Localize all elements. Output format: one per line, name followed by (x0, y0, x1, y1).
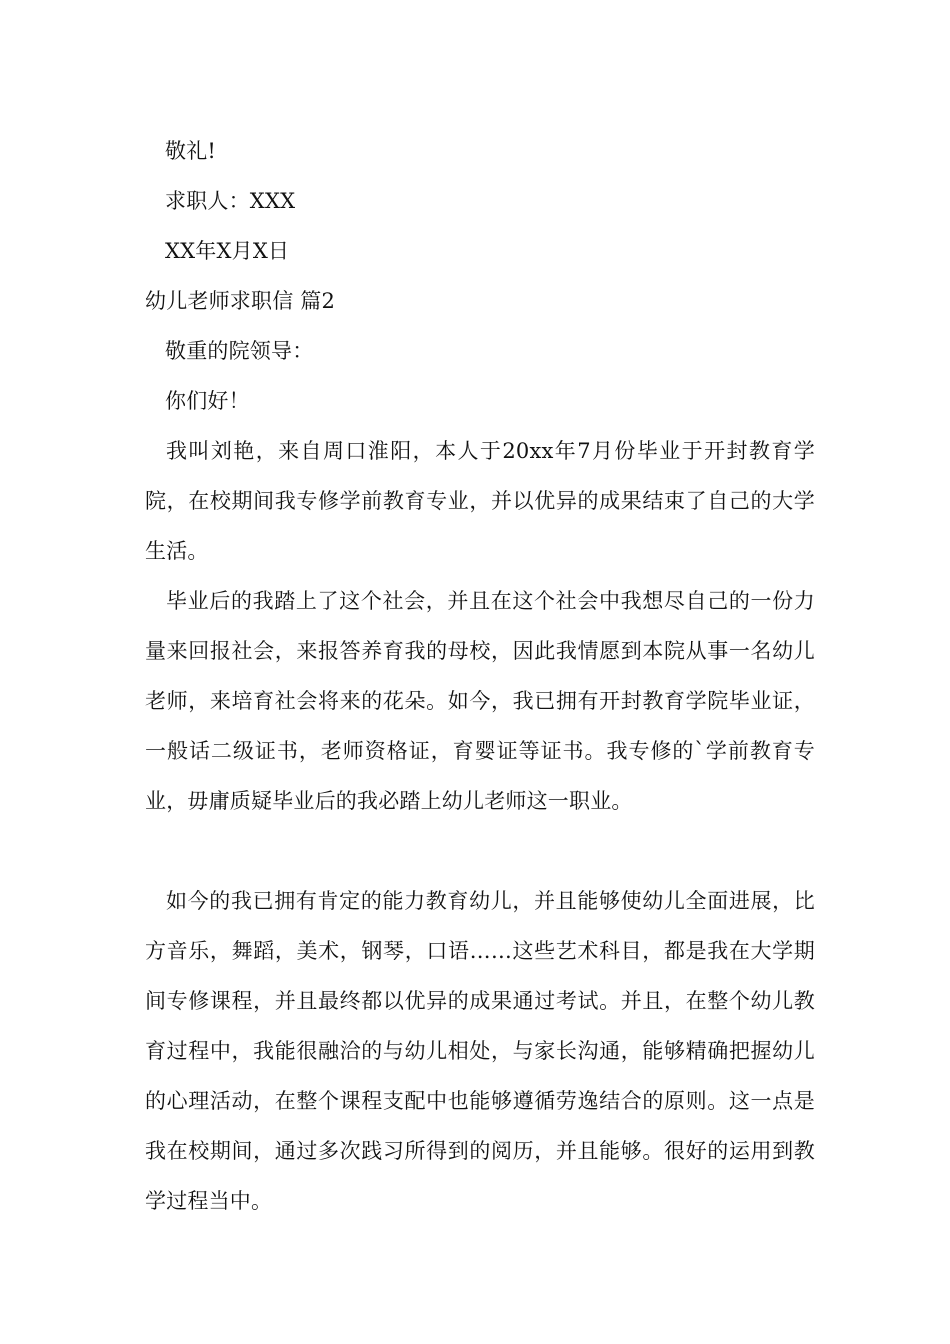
paragraph-abilities: 如今的我已拥有肯定的能力教育幼儿，并且能够使幼儿全面进展，比方音乐，舞蹈，美术，钢琴，口语……这些艺术科目，都是我在大学期间专修课程，并且最终都以优异的成果通过考试。并且，在整个幼儿教育过程中，我能很融洽的与幼儿相处，与家长沟通，能够精确把握幼儿的心理活动，在整个课程支配中也能够遵循劳逸结合的原则。这一点是我在校期间，通过多次践习所得到的阅历，并且能够。很好的运用到教学过程当中。 (145, 889, 815, 1213)
closing-salutation: 敬礼! (165, 139, 217, 163)
letter-hello: 你们好！ (165, 389, 250, 413)
paragraph-spacer (145, 826, 835, 876)
paragraph-motivation: 毕业后的我踏上了这个社会，并且在这个社会中我想尽自己的一份力量来回报社会，来报答养育我的母校，因此我情愿到本院从事一名幼儿老师，来培育社会将来的花朵。如今，我已拥有开封教育学院毕业证，一般话二级证书，老师资格证，育婴证等证书。我专修的`学前教育专业，毋庸质疑毕业后的我必踏上幼儿老师这一职业。 (145, 589, 815, 813)
letter-date: XX年X月X日 (165, 239, 290, 263)
paragraph-introduction: 我叫刘艳，来自周口淮阳，本人于20xx年7月份毕业于开封教育学院，在校期间我专修学前教育专业，并以优异的成果结束了自己的大学生活。 (145, 439, 815, 563)
section-heading: 幼儿老师求职信 篇2 (145, 289, 336, 313)
document-body (145, 126, 835, 1226)
letter-greeting: 敬重的院领导： (165, 339, 314, 363)
applicant-signature: 求职人：XXX (165, 189, 296, 213)
